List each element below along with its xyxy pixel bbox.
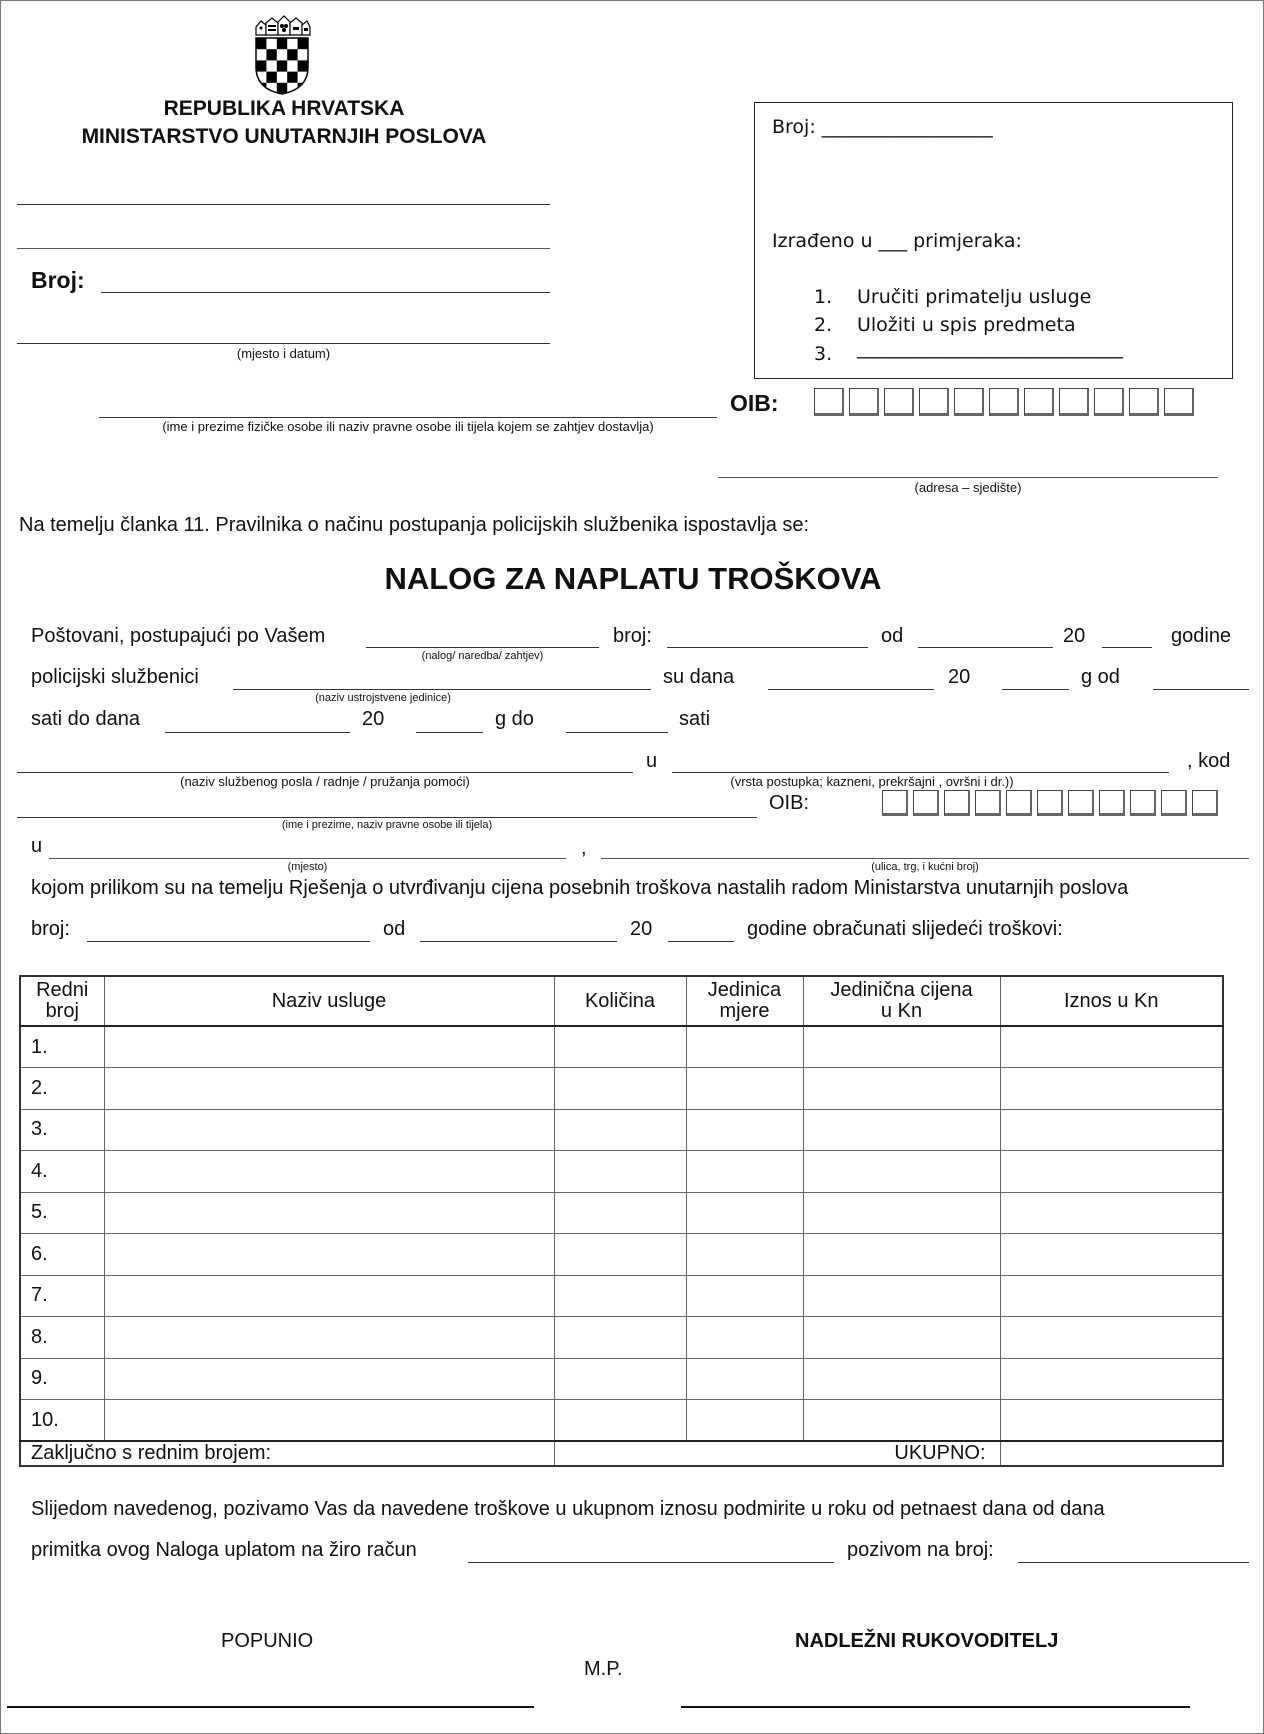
row2-g-od: g od [1081, 666, 1120, 688]
table-row [20, 1358, 1223, 1400]
place-line[interactable] [49, 858, 566, 859]
cell-naziv[interactable] [104, 1275, 554, 1317]
cell-jm[interactable] [686, 1317, 803, 1359]
header-kolicina: Količina [554, 976, 686, 1026]
row8-20: 20 [630, 918, 653, 940]
order-type-caption: (nalog/ naredba/ zahtjev) [421, 650, 544, 662]
end-hour-line[interactable] [566, 732, 668, 733]
place-caption: (mjesto) [287, 861, 328, 873]
cell-jc[interactable] [803, 1068, 1000, 1110]
row1-od: od [881, 625, 904, 647]
oib-digit-box[interactable] [1068, 790, 1094, 816]
row-number: 2. [20, 1068, 104, 1110]
intro-text: Na temelju članka 11. Pravilnika o načinu postupanja policijskih službenika ispostavlja se: [19, 514, 810, 536]
sender-line-1[interactable] [17, 204, 550, 205]
recipient-oib-boxes[interactable] [814, 388, 1194, 416]
cell-iznos[interactable] [1000, 1109, 1223, 1151]
recipient-caption: (ime i prezime fizičke osobe ili naziv pravne osobe ili tijela kojem se zahtjev dostavlja) [162, 419, 654, 434]
copies-label: Izrađeno u ___ primjeraka: [772, 230, 1022, 252]
copy-item-1-text: Uručiti primatelju usluge [857, 286, 1092, 308]
unit-name-line[interactable] [233, 689, 651, 690]
row-number: 9. [20, 1358, 104, 1400]
cell-iznos[interactable] [1000, 1275, 1223, 1317]
cell-naziv[interactable] [104, 1358, 554, 1400]
recipient-oib-label: OIB: [730, 390, 779, 416]
cell-kolicina[interactable] [554, 1026, 686, 1068]
row8-od: od [383, 918, 406, 940]
decision-year-line[interactable] [668, 941, 734, 942]
header-jedinica-mjere: Jedinica mjere [686, 976, 803, 1026]
party-name-caption: (ime i prezime, naziv pravne osobe ili tijela) [281, 819, 493, 831]
cell-naziv[interactable] [104, 1151, 554, 1193]
oib-digit-box[interactable] [1006, 790, 1032, 816]
table-row [20, 1317, 1223, 1359]
oib-digit-box[interactable] [1037, 790, 1063, 816]
header-naziv-usluge: Naziv usluge [104, 976, 554, 1026]
order-date-line[interactable] [918, 647, 1053, 648]
zakljucno-label: Zaključno s rednim brojem: [20, 1441, 554, 1466]
registry-box [754, 102, 1233, 379]
country-title: REPUBLIKA HRVATSKA [163, 97, 405, 120]
oib-digit-box[interactable] [814, 388, 844, 416]
cell-jc[interactable] [803, 1109, 1000, 1151]
row2-su-dana: su dana [663, 666, 735, 688]
row3-g-do: g do [495, 708, 534, 730]
service-name-caption: (naziv službenog posla / radnje / pružanja pomoći) [180, 774, 470, 789]
manager-signature-line[interactable] [681, 1706, 1190, 1708]
cell-jc[interactable] [803, 1192, 1000, 1234]
row6-comma: , [581, 837, 587, 859]
table-row [20, 1192, 1223, 1234]
table-row [20, 1234, 1223, 1276]
payment-reference-line[interactable] [1018, 1562, 1249, 1563]
cell-jm[interactable] [686, 1026, 803, 1068]
oib-digit-box[interactable] [1099, 790, 1125, 816]
table-row [20, 1151, 1223, 1193]
oib-digit-box[interactable] [913, 790, 939, 816]
cell-jc[interactable] [803, 1151, 1000, 1193]
oib-digit-box[interactable] [1192, 790, 1218, 816]
place-date-line[interactable] [17, 343, 550, 344]
oib-digit-box[interactable] [1130, 790, 1156, 816]
copy-item-1-num: 1. [814, 286, 833, 308]
copy-item-2-text: Uložiti u spis predmeta [857, 314, 1076, 336]
payment-text-2: primitka ovog Naloga uplatom na žiro račun [31, 1539, 417, 1561]
ukupno-value[interactable] [1000, 1441, 1223, 1466]
broj-label: Broj: [31, 267, 85, 293]
cell-naziv[interactable] [104, 1400, 554, 1442]
recipient-name-line[interactable] [99, 417, 717, 418]
cell-jm[interactable] [686, 1358, 803, 1400]
oib-digit-box[interactable] [919, 388, 949, 416]
row-number: 7. [20, 1275, 104, 1317]
street-line[interactable] [601, 858, 1249, 859]
row1-20: 20 [1063, 625, 1086, 647]
table-header-row [20, 976, 1223, 1026]
costs-table [19, 975, 1224, 1467]
cell-jm[interactable] [686, 1275, 803, 1317]
start-hour-line[interactable] [1153, 689, 1249, 690]
row-number: 3. [20, 1109, 104, 1151]
cell-naziv[interactable] [104, 1109, 554, 1151]
cell-iznos[interactable] [1000, 1400, 1223, 1442]
table-row [20, 1026, 1223, 1068]
cell-iznos[interactable] [1000, 1317, 1223, 1359]
row-number: 5. [20, 1192, 104, 1234]
start-year-line[interactable] [1002, 689, 1069, 690]
payment-reference-label: pozivom na broj: [847, 1539, 994, 1561]
cell-kolicina[interactable] [554, 1068, 686, 1110]
order-number-line[interactable] [667, 647, 868, 648]
cell-naziv[interactable] [104, 1068, 554, 1110]
cell-jm[interactable] [686, 1151, 803, 1193]
cell-kolicina[interactable] [554, 1400, 686, 1442]
stamp-label: M.P. [584, 1658, 623, 1680]
order-type-line[interactable] [366, 647, 599, 648]
cell-jm[interactable] [686, 1234, 803, 1276]
cell-iznos[interactable] [1000, 1358, 1223, 1400]
oib-digit-box[interactable] [1094, 388, 1124, 416]
street-caption: (ulica, trg, i kućni broj) [871, 861, 979, 873]
copy-item-3-num: 3. [814, 343, 833, 365]
header-iznos: Iznos u Kn [1000, 976, 1223, 1026]
row4-u: u [646, 750, 658, 772]
row6-u: u [31, 835, 43, 857]
ukupno-label: UKUPNO: [554, 1441, 1000, 1466]
end-date-line[interactable] [165, 732, 350, 733]
popunio-label: POPUNIO [221, 1630, 314, 1652]
oib-digit-box[interactable] [1161, 790, 1187, 816]
cell-kolicina[interactable] [554, 1192, 686, 1234]
address-line[interactable] [718, 477, 1218, 478]
row1-text: Poštovani, postupajući po Vašem [31, 625, 326, 647]
cell-iznos[interactable] [1000, 1068, 1223, 1110]
copy-item-3-text: ____________________________ [857, 337, 1123, 359]
broj-input-line[interactable] [101, 292, 550, 293]
table-total-row [20, 1441, 1223, 1466]
table-row [20, 1275, 1223, 1317]
order-year-line[interactable] [1102, 647, 1152, 648]
cell-jc[interactable] [803, 1317, 1000, 1359]
cell-naziv[interactable] [104, 1234, 554, 1276]
cell-jc[interactable] [803, 1400, 1000, 1442]
row1-godine: godine [1171, 625, 1232, 647]
header-redni-broj: Redni broj [20, 976, 104, 1026]
cell-jm[interactable] [686, 1192, 803, 1234]
popunio-signature-line[interactable] [7, 1706, 534, 1708]
party-oib-label: OIB: [769, 792, 810, 814]
row3-sati: sati [679, 708, 711, 730]
table-row [20, 1068, 1223, 1110]
cell-iznos[interactable] [1000, 1026, 1223, 1068]
cell-kolicina[interactable] [554, 1151, 686, 1193]
row3-text: sati do dana [31, 708, 140, 730]
start-date-line[interactable] [768, 689, 934, 690]
oib-digit-box[interactable] [954, 388, 984, 416]
oib-digit-box[interactable] [1059, 388, 1089, 416]
row-number: 1. [20, 1026, 104, 1068]
cell-jc[interactable] [803, 1358, 1000, 1400]
row-number: 10. [20, 1400, 104, 1442]
oib-digit-box[interactable] [1129, 388, 1159, 416]
cell-naziv[interactable] [104, 1026, 554, 1068]
cell-jc[interactable] [803, 1234, 1000, 1276]
address-caption: (adresa – sjedište) [914, 480, 1022, 495]
registry-broj: Broj: __________________ [772, 116, 993, 138]
party-name-line[interactable] [17, 817, 757, 818]
row4-kod: , kod [1187, 750, 1231, 772]
cell-kolicina[interactable] [554, 1358, 686, 1400]
cell-iznos[interactable] [1000, 1151, 1223, 1193]
procedure-type-line[interactable] [672, 772, 1169, 773]
procedure-type-caption: (vrsta postupka; kazneni, prekršajni , ovršni i dr.)) [730, 774, 1014, 789]
service-name-line[interactable] [17, 772, 633, 773]
cell-naziv[interactable] [104, 1192, 554, 1234]
decision-number-line[interactable] [87, 941, 370, 942]
oib-digit-box[interactable] [975, 790, 1001, 816]
unit-name-caption: (naziv ustrojstvene jedinice) [315, 692, 451, 704]
cell-jm[interactable] [686, 1068, 803, 1110]
row8-broj: broj: [31, 918, 70, 940]
cell-iznos[interactable] [1000, 1234, 1223, 1276]
manager-label: NADLEŽNI RUKOVODITELJ [795, 1630, 1059, 1652]
cell-jm[interactable] [686, 1109, 803, 1151]
copy-item-2-num: 2. [814, 314, 833, 336]
cell-naziv[interactable] [104, 1317, 554, 1359]
cell-iznos[interactable] [1000, 1192, 1223, 1234]
row1-broj: broj: [613, 625, 652, 647]
row2-text: policijski službenici [31, 666, 199, 688]
oib-digit-box[interactable] [989, 388, 1019, 416]
decision-date-line[interactable] [420, 941, 617, 942]
ministry-title: MINISTARSTVO UNUTARNJIH POSLOVA [81, 125, 487, 148]
row3-20: 20 [362, 708, 385, 730]
row2-20: 20 [948, 666, 971, 688]
croatian-coat-of-arms-icon [253, 15, 311, 95]
row-number: 4. [20, 1151, 104, 1193]
header-jedinicna-cijena: Jedinična cijena u Kn [803, 976, 1000, 1026]
oib-digit-box[interactable] [882, 790, 908, 816]
table-row [20, 1400, 1223, 1442]
cell-kolicina[interactable] [554, 1109, 686, 1151]
payment-text-1: Slijedom navedenog, pozivamo Vas da navedene troškove u ukupnom iznosu podmirite u roku od petnaest dana od dana [31, 1498, 1105, 1520]
oib-digit-box[interactable] [944, 790, 970, 816]
cell-kolicina[interactable] [554, 1275, 686, 1317]
sender-line-2[interactable] [17, 248, 550, 249]
place-date-caption: (mjesto i datum) [236, 346, 331, 361]
cell-jc[interactable] [803, 1275, 1000, 1317]
cell-kolicina[interactable] [554, 1317, 686, 1359]
row-number: 6. [20, 1234, 104, 1276]
oib-digit-box[interactable] [1164, 388, 1194, 416]
document-title: NALOG ZA NAPLATU TROŠKOVA [384, 561, 882, 596]
oib-digit-box[interactable] [849, 388, 879, 416]
cell-jc[interactable] [803, 1026, 1000, 1068]
table-row [20, 1109, 1223, 1151]
cell-kolicina[interactable] [554, 1234, 686, 1276]
row7-text: kojom prilikom su na temelju Rješenja o utvrđivanju cijena posebnih troškova nastalih radom Ministarstva unutarnjih poslova [31, 877, 1129, 899]
row8-godine: godine obračunati slijedeći troškovi: [747, 918, 1063, 940]
party-oib-boxes[interactable] [882, 790, 1218, 816]
cell-jm[interactable] [686, 1400, 803, 1442]
bank-account-line[interactable] [468, 1562, 834, 1563]
oib-digit-box[interactable] [1024, 388, 1054, 416]
oib-digit-box[interactable] [884, 388, 914, 416]
end-year-line[interactable] [416, 732, 483, 733]
row-number: 8. [20, 1317, 104, 1359]
